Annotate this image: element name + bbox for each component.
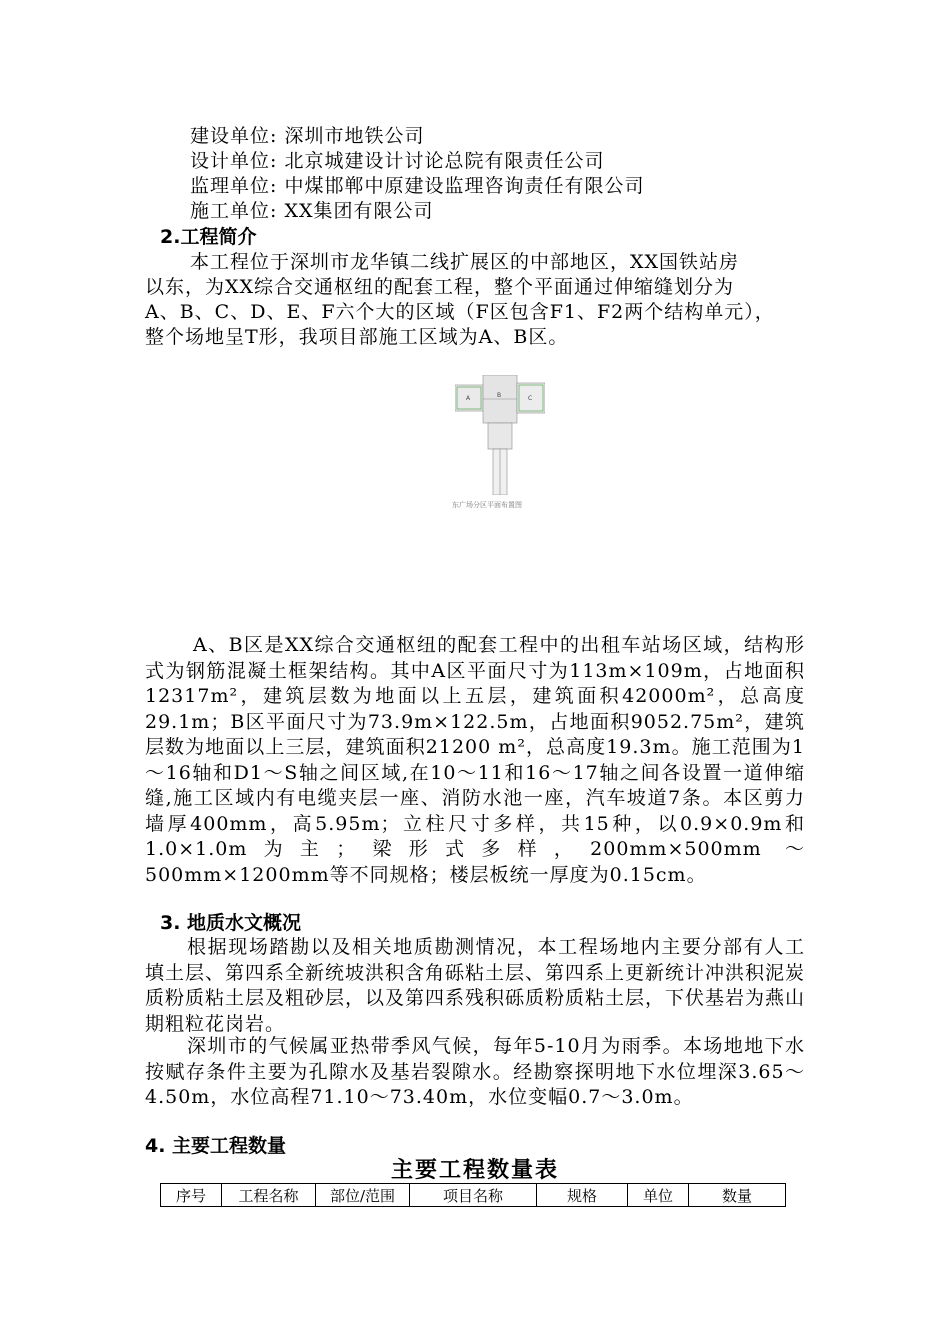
unit-label: 施工单位: xyxy=(190,200,278,222)
column-header: 序号 xyxy=(161,1184,222,1207)
site-plan-zone-label: B xyxy=(497,392,502,399)
section-2-para-2: A、B区是XX综合交通枢纽的配套工程中的出租车站场区域，结构形式为钢筋混凝土框架结构。其中A区平面尺寸为113m×109m，占地面积12317m²，建筑层数为地面以上五层，建筑面积42000m²，总高度29.1m；B区平面尺寸为73.9m×122.5m，占地面积9052.75m²，建筑层数为地面以上三层，建筑面积21200 m²，总高度19.3m。施工范围为1～16轴和D1～S轴之间区域,在10～11和16～17轴之间各设置一道伸缩缝,施工区域内有电缆夹层一座、消防水池一座，汽车坡道7条。本区剪力墙厚400mm，高5.95m；立柱尺寸多样，共15种，以0.9×0.9m和1.0×1.0m为主；梁形式多样，200mm×500mm ～500mm×1200mm等不同规格；楼层板统一厚度为0.15cm。 xyxy=(145,634,805,886)
section-4-heading: 4. 主要工程数量 xyxy=(145,1135,287,1157)
site-plan-zone-label: A xyxy=(466,395,471,402)
unit-row-design xyxy=(190,148,604,174)
unit-label: 建设单位: xyxy=(190,125,278,147)
site-plan-figure xyxy=(455,375,545,495)
unit-label: 设计单位: xyxy=(190,150,278,172)
table-header-row xyxy=(161,1184,786,1207)
unit-value: 北京城建设计讨论总院有限责任公司 xyxy=(284,150,605,172)
section-3-para-1: 根据现场踏勘以及相关地质勘测情况，本工程场地内主要分部有人工填土层、第四系全新统坡洪积含角砾粘土层、第四系上更新统计冲洪积泥炭质粉质粘土层及粗砂层，以及第四系残积砾质粉质粘土层，下伏基岩为燕山期粗粒花岗岩。 xyxy=(145,936,806,1035)
unit-row-construction xyxy=(190,123,424,149)
column-header: 部位/范围 xyxy=(316,1184,410,1207)
table-title: 主要工程数量表 xyxy=(390,1158,559,1183)
column-header: 项目名称 xyxy=(410,1184,537,1207)
unit-value: 中煤邯郸中原建设监理咨询责任有限公司 xyxy=(284,175,645,197)
section-2-para-line: A、B、C、D、E、F六个大的区域（F区包含F1、F2两个结构单元）， xyxy=(145,301,775,323)
column-header: 单位 xyxy=(628,1184,689,1207)
column-header: 工程名称 xyxy=(222,1184,316,1207)
section-3-para-2: 深圳市的气候属亚热带季风气候，每年5-10月为雨季。本场地地下水按赋存条件主要为孔隙水及基岩裂隙水。经勘察探明地下水位埋深3.65～4.50m，水位高程71.10～73.40m，水位变幅0.7～3.0m。 xyxy=(145,1035,805,1108)
site-plan-zone-label: C xyxy=(528,395,533,402)
section-2-heading: 2.工程简介 xyxy=(160,226,257,248)
column-header: 规格 xyxy=(537,1184,628,1207)
unit-value: XX集团有限公司 xyxy=(284,200,434,222)
section-2-para-line: 以东，为XX综合交通枢纽的配套工程，整个平面通过伸缩缝划分为 xyxy=(145,276,735,298)
unit-value: 深圳市地铁公司 xyxy=(284,125,425,147)
quantity-table xyxy=(160,1183,786,1207)
unit-row-supervision xyxy=(190,173,644,199)
unit-row-contractor xyxy=(190,198,434,224)
unit-label: 监理单位: xyxy=(190,175,278,197)
figure-caption: 东广场分区平面布置图 xyxy=(452,501,522,509)
section-2-para-line: 本工程位于深圳市龙华镇二线扩展区的中部地区，XX国铁站房 xyxy=(190,251,740,273)
column-header: 数量 xyxy=(689,1184,786,1207)
section-3-heading: 3. 地质水文概况 xyxy=(160,912,302,934)
section-2-para-line: 整个场地呈T形，我项目部施工区域为A、B区。 xyxy=(145,326,569,348)
